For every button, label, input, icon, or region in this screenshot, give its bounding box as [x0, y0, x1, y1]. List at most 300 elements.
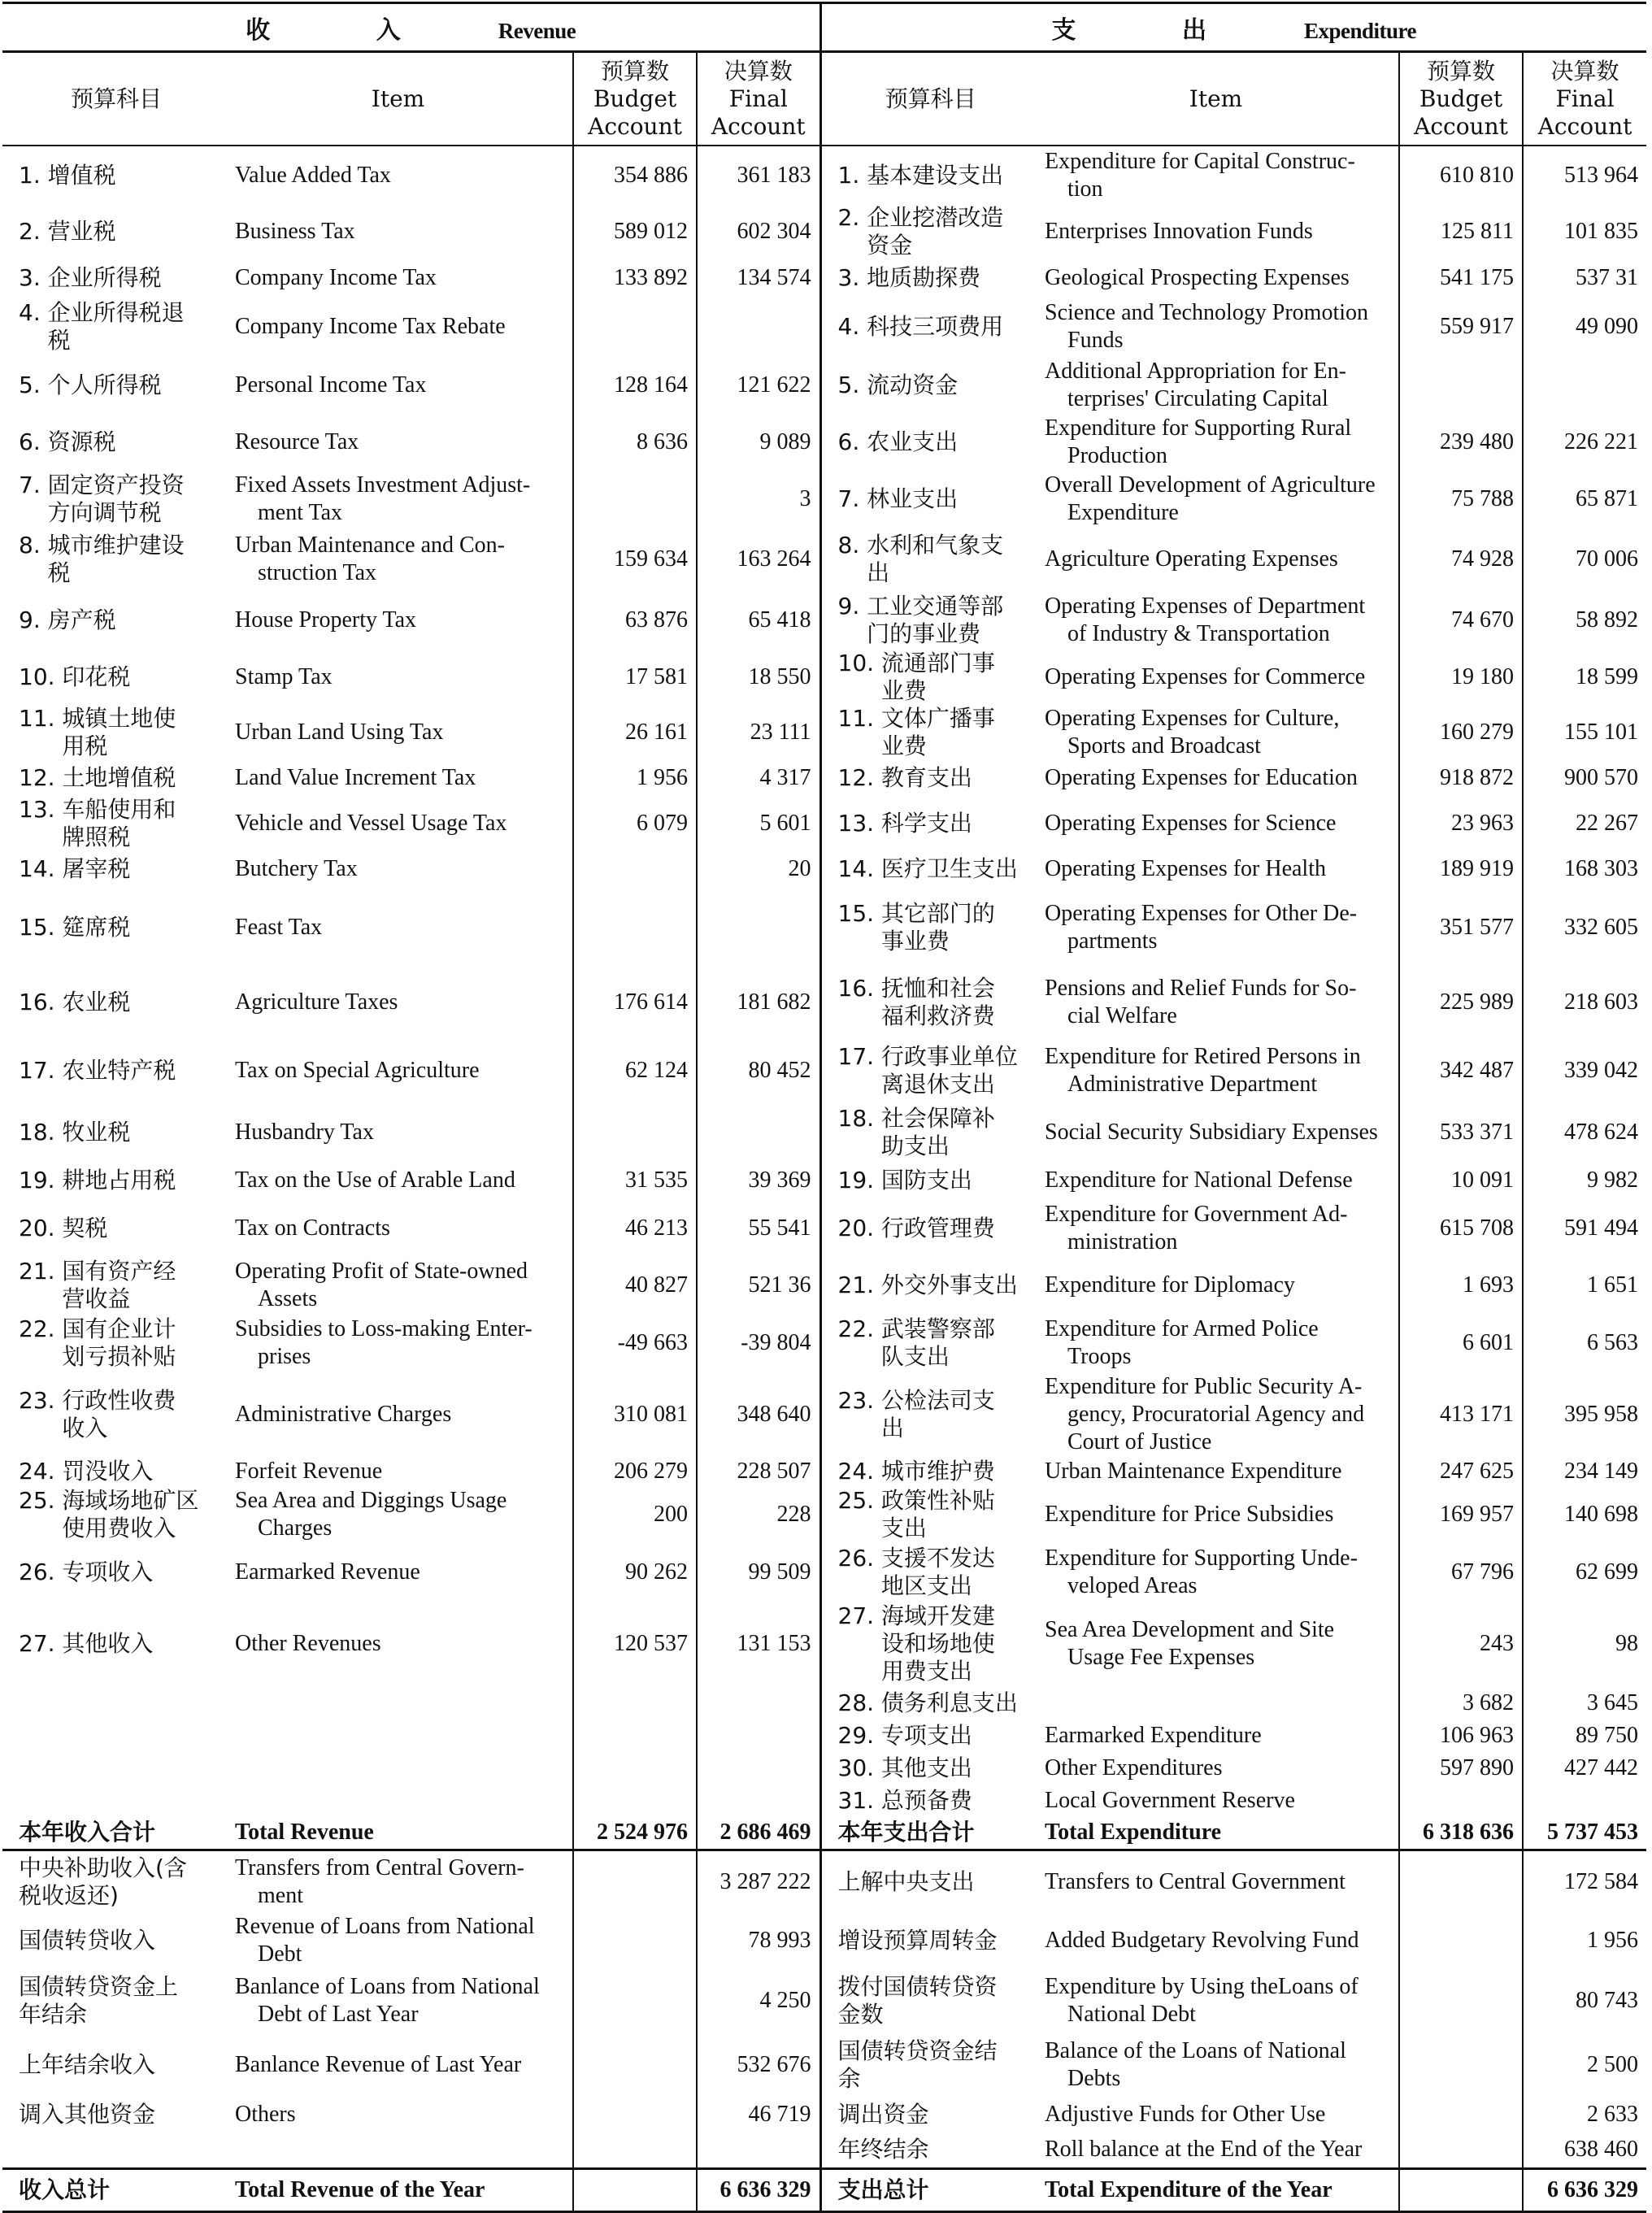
revenue-item: Land Value Increment Tax [235, 765, 476, 790]
revenue-final: 2 686 469 [697, 1817, 820, 1850]
expenditure-item: Operating Expenses for Other De- partments [1045, 901, 1358, 954]
expenditure-final: 172 584 [1523, 1850, 1646, 1913]
table-row [2, 1372, 1646, 1458]
revenue-item: Company Income Tax [235, 265, 437, 290]
expenditure-item: Expenditure for Price Subsidies [1045, 1502, 1334, 1527]
expenditure-item: Added Budgetary Revolving Fund [1045, 1928, 1359, 1953]
expenditure-subject: 20. 行政管理费 [820, 1201, 1033, 1256]
revenue-final: 65 418 [697, 591, 820, 650]
table-row [2, 204, 1646, 259]
expenditure-final: 226 221 [1523, 414, 1646, 471]
revenue-final [697, 2133, 820, 2168]
revenue-final: 228 507 [697, 1458, 820, 1485]
revenue-subject: 14. 屠宰税 [19, 855, 131, 882]
revenue-budget [573, 1105, 697, 1160]
revenue-final: -39 804 [697, 1315, 820, 1372]
expenditure-subject: 3. 地质勘探费 [820, 259, 1033, 297]
revenue-col-item: Item [224, 52, 573, 146]
expenditure-item: Operating Expenses for Commerce [1045, 664, 1366, 689]
expenditure-section-title [820, 3, 1646, 52]
expenditure-subject: 22. 武装警察部 队支出 [820, 1315, 1033, 1372]
revenue-budget: 176 614 [573, 968, 697, 1037]
revenue-budget: 354 886 [573, 146, 697, 204]
expenditure-col-budget: 预算数 Budget Account [1399, 52, 1523, 146]
revenue-budget: 310 081 [573, 1372, 697, 1458]
expenditure-item: Expenditure for Supporting Unde- veloped Areas [1045, 1546, 1358, 1598]
revenue-item: Administrative Charges [235, 1402, 452, 1427]
expenditure-final: 537 31 [1523, 259, 1646, 297]
revenue-budget: -49 663 [573, 1315, 697, 1372]
expenditure-budget: 6 601 [1399, 1315, 1523, 1372]
expenditure-item [1033, 1687, 1399, 1720]
expenditure-budget [1399, 1968, 1523, 2033]
expenditure-subject: 5. 流动资金 [820, 357, 1033, 414]
revenue-subject [2, 1687, 224, 1720]
revenue-subject: 26. 专项收入 [19, 1559, 154, 1585]
expenditure-item: Social Security Subsidiary Expenses [1045, 1120, 1378, 1145]
expenditure-final: 80 743 [1523, 1968, 1646, 2033]
revenue-subject: 21. 国有资产经 营收益 [19, 1258, 176, 1312]
table-row [2, 1720, 1646, 1752]
expenditure-subject: 11. 文体广播事 业费 [820, 705, 1033, 760]
table-row [2, 1850, 1646, 1913]
expenditure-budget: 19 180 [1399, 650, 1523, 705]
expenditure-item: Sea Area Development and Site Usage Fee Expenses [1045, 1617, 1335, 1670]
expenditure-subject: 17. 行政事业单位 离退休支出 [820, 1037, 1033, 1105]
expenditure-subject: 调出资金 [820, 2097, 1033, 2133]
revenue-item: Business Tax [235, 219, 355, 244]
expenditure-item: Additional Appropriation for En- terprises' Circulating Capital [1045, 359, 1346, 411]
expenditure-budget: 6 318 636 [1399, 1817, 1523, 1850]
revenue-subject [2, 1785, 224, 1817]
revenue-item: Urban Land Using Tax [235, 720, 444, 745]
revenue-item: Resource Tax [235, 429, 359, 454]
expenditure-item: Transfers to Central Government [1045, 1868, 1346, 1894]
expenditure-subject: 25. 政策性补贴 支出 [820, 1485, 1033, 1544]
revenue-budget [573, 1752, 697, 1785]
revenue-budget: 133 892 [573, 259, 697, 297]
expenditure-final: 168 303 [1523, 851, 1646, 887]
revenue-final: 20 [697, 851, 820, 887]
expenditure-final: 101 835 [1523, 204, 1646, 259]
revenue-item: Tax on Special Agriculture [235, 1058, 480, 1083]
expenditure-budget: 239 480 [1399, 414, 1523, 471]
expenditure-final: 58 892 [1523, 591, 1646, 650]
expenditure-item: Agriculture Operating Expenses [1045, 546, 1338, 572]
expenditure-final: 395 958 [1523, 1372, 1646, 1458]
revenue-final [697, 297, 820, 357]
expenditure-budget [1399, 1850, 1523, 1913]
table-row [2, 357, 1646, 414]
revenue-budget [573, 1913, 697, 1968]
revenue-subject [2, 1720, 224, 1752]
revenue-item: Forfeit Revenue [235, 1459, 383, 1484]
revenue-final [697, 1785, 820, 1817]
expenditure-final: 1 651 [1523, 1256, 1646, 1315]
revenue-item: Husbandry Tax [235, 1120, 374, 1145]
revenue-subject: 11. 城镇土地使 用税 [19, 705, 176, 759]
revenue-subject: 3. 企业所得税 [19, 264, 162, 291]
table-row [2, 1315, 1646, 1372]
revenue-subject: 15. 筵席税 [19, 914, 131, 941]
revenue-budget: 1 956 [573, 760, 697, 796]
expenditure-item: Expenditure for Armed Police Troops [1045, 1316, 1319, 1369]
expenditure-item: Operating Expenses for Education [1045, 765, 1358, 790]
revenue-section-title [2, 3, 820, 52]
revenue-final: 134 574 [697, 259, 820, 297]
revenue-final [697, 1752, 820, 1785]
table-row [2, 1601, 1646, 1687]
revenue-budget: 128 164 [573, 357, 697, 414]
expenditure-subject: 年终结余 [820, 2133, 1033, 2168]
table-row [2, 968, 1646, 1037]
expenditure-subject: 8. 水利和气象支 出 [820, 528, 1033, 591]
expenditure-final: 638 460 [1523, 2133, 1646, 2168]
expenditure-item: Expenditure by Using theLoans of National Debt [1045, 1974, 1359, 2027]
expenditure-subject: 28. 债务利息支出 [820, 1687, 1033, 1720]
revenue-subject: 收入总计 [2, 2168, 224, 2211]
expenditure-subject: 21. 外交外事支出 [820, 1256, 1033, 1315]
revenue-subject: 国债转贷收入 [19, 1927, 156, 1954]
expenditure-col-subject: 预算科目 [820, 52, 1033, 146]
revenue-col-final: 决算数 Final Account [697, 52, 820, 146]
expenditure-subject: 7. 林业支出 [820, 471, 1033, 528]
expenditure-title-zh: 支 出 [1051, 15, 1255, 45]
revenue-budget [573, 887, 697, 968]
revenue-final: 3 [697, 471, 820, 528]
revenue-budget: 159 634 [573, 528, 697, 591]
revenue-budget [573, 1720, 697, 1752]
table-row [2, 146, 1646, 204]
expenditure-item: Science and Technology Promotion Funds [1045, 300, 1369, 353]
revenue-budget [573, 471, 697, 528]
expenditure-subject: 本年支出合计 [820, 1817, 1033, 1850]
revenue-budget: 17 581 [573, 650, 697, 705]
expenditure-item: Expenditure for Capital Construc- tion [1045, 148, 1355, 202]
table-row [2, 591, 1646, 650]
expenditure-item: Operating Expenses for Culture, Sports and Broadcast [1045, 706, 1340, 759]
table-row [2, 2133, 1646, 2168]
table-row [2, 414, 1646, 471]
revenue-final: 532 676 [697, 2033, 820, 2097]
expenditure-final: 339 042 [1523, 1037, 1646, 1105]
expenditure-final: 22 267 [1523, 796, 1646, 851]
expenditure-subject: 14. 医疗卫生支出 [820, 851, 1033, 887]
revenue-item: Banlance Revenue of Last Year [235, 2052, 522, 2077]
revenue-item: Others [235, 2102, 296, 2127]
revenue-budget [573, 1968, 697, 2033]
expenditure-item: Pensions and Relief Funds for So- cial Welfare [1045, 976, 1357, 1028]
expenditure-final: 70 006 [1523, 528, 1646, 591]
revenue-subject: 13. 车船使用和 牌照税 [19, 796, 176, 850]
revenue-item: House Property Tax [235, 607, 417, 633]
expenditure-col-item: Item [1033, 52, 1399, 146]
expenditure-budget [1399, 2097, 1523, 2133]
expenditure-budget: 75 788 [1399, 471, 1523, 528]
expenditure-item: Expenditure for National Defense [1045, 1167, 1353, 1193]
revenue-budget: 200 [573, 1485, 697, 1544]
expenditure-budget: 74 670 [1399, 591, 1523, 650]
expenditure-budget: 125 811 [1399, 204, 1523, 259]
expenditure-subject: 10. 流通部门事 业费 [820, 650, 1033, 705]
revenue-budget [573, 297, 697, 357]
expenditure-subject: 26. 支援不发达 地区支出 [820, 1544, 1033, 1601]
revenue-item: Earmarked Revenue [235, 1559, 420, 1585]
expenditure-item: Earmarked Expenditure [1045, 1723, 1262, 1748]
table-row [2, 1968, 1646, 2033]
revenue-subject: 8. 城市维护建设 税 [19, 532, 185, 586]
table-row [2, 2168, 1646, 2211]
expenditure-budget [1399, 2033, 1523, 2097]
expenditure-final: 2 500 [1523, 2033, 1646, 2097]
revenue-subject: 18. 牧业税 [19, 1119, 131, 1146]
revenue-subject: 25. 海域场地矿区 使用费收入 [19, 1487, 199, 1541]
expenditure-budget: 106 963 [1399, 1720, 1523, 1752]
budget-table-document [2, 2, 1646, 2213]
revenue-budget [573, 2033, 697, 2097]
expenditure-final: 62 699 [1523, 1544, 1646, 1601]
revenue-final: 4 250 [697, 1968, 820, 2033]
expenditure-subject: 19. 国防支出 [820, 1160, 1033, 1201]
expenditure-budget: 351 577 [1399, 887, 1523, 968]
expenditure-budget: 160 279 [1399, 705, 1523, 760]
expenditure-subject: 国债转贷资金结 余 [820, 2033, 1033, 2097]
expenditure-budget: 597 890 [1399, 1752, 1523, 1785]
revenue-item: Operating Profit of State-owned Assets [235, 1259, 528, 1311]
table-row [2, 1785, 1646, 1817]
revenue-final [697, 887, 820, 968]
expenditure-final: 5 737 453 [1523, 1817, 1646, 1850]
expenditure-subject: 23. 公检法司支 出 [820, 1372, 1033, 1458]
revenue-budget: 206 279 [573, 1458, 697, 1485]
expenditure-final: 1 956 [1523, 1913, 1646, 1968]
expenditure-final: 89 750 [1523, 1720, 1646, 1752]
expenditure-budget [1399, 357, 1523, 414]
expenditure-budget: 225 989 [1399, 968, 1523, 1037]
expenditure-final: 98 [1523, 1601, 1646, 1687]
expenditure-budget [1399, 2133, 1523, 2168]
revenue-final: 99 509 [697, 1544, 820, 1601]
revenue-item [224, 1720, 573, 1752]
table-row [2, 297, 1646, 357]
expenditure-final: 3 645 [1523, 1687, 1646, 1720]
revenue-final: 39 369 [697, 1160, 820, 1201]
table-row [2, 1687, 1646, 1720]
expenditure-item: Other Expenditures [1045, 1755, 1223, 1780]
revenue-budget [573, 2133, 697, 2168]
expenditure-subject: 24. 城市维护费 [820, 1458, 1033, 1485]
revenue-final: 9 089 [697, 414, 820, 471]
expenditure-subject: 15. 其它部门的 事业费 [820, 887, 1033, 968]
expenditure-final: 155 101 [1523, 705, 1646, 760]
revenue-item: Other Revenues [235, 1631, 381, 1656]
revenue-item: Stamp Tax [235, 664, 333, 689]
revenue-final [697, 1105, 820, 1160]
expenditure-subject: 增设预算周转金 [820, 1913, 1033, 1968]
expenditure-budget: 342 487 [1399, 1037, 1523, 1105]
revenue-subject [2, 1752, 224, 1785]
revenue-budget [573, 2168, 697, 2211]
revenue-subject: 19. 耕地占用税 [19, 1167, 176, 1193]
table-row [2, 1160, 1646, 1201]
revenue-col-subject: 预算科目 [2, 52, 224, 146]
table-row [2, 887, 1646, 968]
revenue-item: Revenue of Loans from National Debt [235, 1914, 535, 1967]
expenditure-final: 513 964 [1523, 146, 1646, 204]
expenditure-subject: 30. 其他支出 [820, 1752, 1033, 1785]
expenditure-budget: 3 682 [1399, 1687, 1523, 1720]
revenue-budget: 31 535 [573, 1160, 697, 1201]
expenditure-budget: 189 919 [1399, 851, 1523, 887]
table-row [2, 1037, 1646, 1105]
revenue-budget [573, 2097, 697, 2133]
revenue-final: 23 111 [697, 705, 820, 760]
expenditure-item: Roll balance at the End of the Year [1045, 2137, 1363, 2163]
revenue-item: Fixed Assets Investment Adjust- ment Tax [235, 472, 531, 525]
expenditure-budget [1399, 1785, 1523, 1817]
expenditure-item: Enterprises Innovation Funds [1045, 219, 1313, 244]
expenditure-item: Expenditure for Public Security A- gency, Procuratorial Agency and Court of Justice [1045, 1374, 1365, 1454]
expenditure-subject: 1. 基本建设支出 [820, 146, 1033, 204]
table-row [2, 796, 1646, 851]
revenue-subject: 7. 固定资产投资 方向调节税 [19, 472, 185, 526]
revenue-final: 46 719 [697, 2097, 820, 2133]
expenditure-budget: 559 917 [1399, 297, 1523, 357]
revenue-final: 348 640 [697, 1372, 820, 1458]
table-row [2, 1105, 1646, 1160]
expenditure-title-en: Expenditure [1303, 18, 1417, 43]
expenditure-subject: 18. 社会保障补 助支出 [820, 1105, 1033, 1160]
section-header-row [2, 3, 1646, 52]
expenditure-item: Operating Expenses for Health [1045, 856, 1326, 881]
expenditure-budget: 169 957 [1399, 1485, 1523, 1544]
revenue-budget: 62 124 [573, 1037, 697, 1105]
revenue-subject: 20. 契税 [19, 1215, 108, 1241]
expenditure-subject: 9. 工业交通等部 门的事业费 [820, 591, 1033, 650]
expenditure-item: Overall Development of Agriculture Expenditure [1045, 472, 1376, 525]
table-row [2, 705, 1646, 760]
revenue-item: Total Revenue of the Year [224, 2168, 573, 2211]
revenue-item: Tax on the Use of Arable Land [235, 1167, 515, 1193]
table-row [2, 1201, 1646, 1256]
expenditure-subject: 13. 科学支出 [820, 796, 1033, 851]
expenditure-budget: 615 708 [1399, 1201, 1523, 1256]
expenditure-subject: 27. 海域开发建 设和场地使 用费支出 [820, 1601, 1033, 1687]
revenue-item: Subsidies to Loss-making Enter- prises [235, 1316, 533, 1369]
expenditure-final: 332 605 [1523, 887, 1646, 968]
revenue-final: 4 317 [697, 760, 820, 796]
table-row [2, 1256, 1646, 1315]
expenditure-item: Expenditure for Supporting Rural Production [1045, 415, 1352, 468]
table-row [2, 1485, 1646, 1544]
expenditure-subject: 支出总计 [820, 2168, 1033, 2211]
revenue-subject: 27. 其他收入 [19, 1630, 154, 1657]
revenue-budget: 26 161 [573, 705, 697, 760]
expenditure-subject: 31. 总预备费 [820, 1785, 1033, 1817]
table-row [2, 760, 1646, 796]
revenue-budget: 589 012 [573, 204, 697, 259]
expenditure-item: Total Expenditure of the Year [1033, 2168, 1399, 2211]
revenue-budget [573, 1850, 697, 1913]
revenue-final: 131 153 [697, 1601, 820, 1687]
revenue-item: Urban Maintenance and Con- struction Tax [235, 533, 505, 585]
revenue-final: 78 993 [697, 1913, 820, 1968]
revenue-final: 181 682 [697, 968, 820, 1037]
expenditure-final: 18 599 [1523, 650, 1646, 705]
expenditure-item: Geological Prospecting Expenses [1045, 265, 1350, 290]
expenditure-budget: 23 963 [1399, 796, 1523, 851]
expenditure-subject: 6. 农业支出 [820, 414, 1033, 471]
revenue-subject: 国债转贷资金上 年结余 [19, 1973, 179, 2028]
expenditure-budget: 10 091 [1399, 1160, 1523, 1201]
column-header-row [2, 52, 1646, 146]
expenditure-item: Balance of the Loans of National Debts [1045, 2038, 1346, 2091]
expenditure-final: 234 149 [1523, 1458, 1646, 1485]
revenue-budget: 8 636 [573, 414, 697, 471]
revenue-final: 121 622 [697, 357, 820, 414]
revenue-subject: 中央补助收入(含 税收返还) [19, 1854, 187, 1909]
revenue-budget: 90 262 [573, 1544, 697, 1601]
revenue-budget [573, 1687, 697, 1720]
revenue-final: 602 304 [697, 204, 820, 259]
expenditure-final [1523, 357, 1646, 414]
expenditure-item: Urban Maintenance Expenditure [1045, 1459, 1342, 1484]
revenue-item [224, 1752, 573, 1785]
revenue-final: 5 601 [697, 796, 820, 851]
table-row [2, 471, 1646, 528]
expenditure-budget [1399, 2168, 1523, 2211]
table-row [2, 528, 1646, 591]
revenue-final: 163 264 [697, 528, 820, 591]
revenue-item: Tax on Contracts [235, 1215, 390, 1241]
expenditure-final: 2 633 [1523, 2097, 1646, 2133]
revenue-budget: 2 524 976 [573, 1817, 697, 1850]
revenue-budget: 40 827 [573, 1256, 697, 1315]
expenditure-subject: 16. 抚恤和社会 福利救济费 [820, 968, 1033, 1037]
revenue-subject: 22. 国有企业计 划亏损补贴 [19, 1315, 176, 1370]
revenue-subject: 本年收入合计 [2, 1817, 224, 1850]
expenditure-final: 6 563 [1523, 1315, 1646, 1372]
expenditure-subject: 2. 企业挖潜改造 资金 [820, 204, 1033, 259]
table-row [2, 1458, 1646, 1485]
expenditure-budget: 918 872 [1399, 760, 1523, 796]
expenditure-subject: 拨付国债转贷资 金数 [820, 1968, 1033, 2033]
revenue-final: 361 183 [697, 146, 820, 204]
revenue-subject [2, 2133, 224, 2168]
revenue-final: 18 550 [697, 650, 820, 705]
table-row [2, 2033, 1646, 2097]
revenue-subject: 12. 土地增值税 [19, 764, 176, 791]
expenditure-final: 49 090 [1523, 297, 1646, 357]
revenue-subject: 上年结余收入 [19, 2051, 156, 2078]
table-row [2, 1752, 1646, 1785]
revenue-subject: 10. 印花税 [19, 663, 131, 690]
revenue-subject: 调入其他资金 [19, 2101, 156, 2128]
expenditure-budget: 533 371 [1399, 1105, 1523, 1160]
expenditure-item: Expenditure for Retired Persons in Administrative Department [1045, 1044, 1361, 1097]
revenue-item: Transfers from Central Govern- ment [235, 1854, 524, 1908]
expenditure-budget [1399, 1913, 1523, 1968]
revenue-title-en: Revenue [498, 18, 576, 43]
expenditure-subject: 29. 专项支出 [820, 1720, 1033, 1752]
expenditure-budget: 243 [1399, 1601, 1523, 1687]
table-row [2, 650, 1646, 705]
expenditure-final: 140 698 [1523, 1485, 1646, 1544]
expenditure-item: Expenditure for Government Ad- ministration [1045, 1202, 1348, 1254]
expenditure-final [1523, 1785, 1646, 1817]
expenditure-budget: 247 625 [1399, 1458, 1523, 1485]
revenue-item: Personal Income Tax [235, 372, 427, 398]
